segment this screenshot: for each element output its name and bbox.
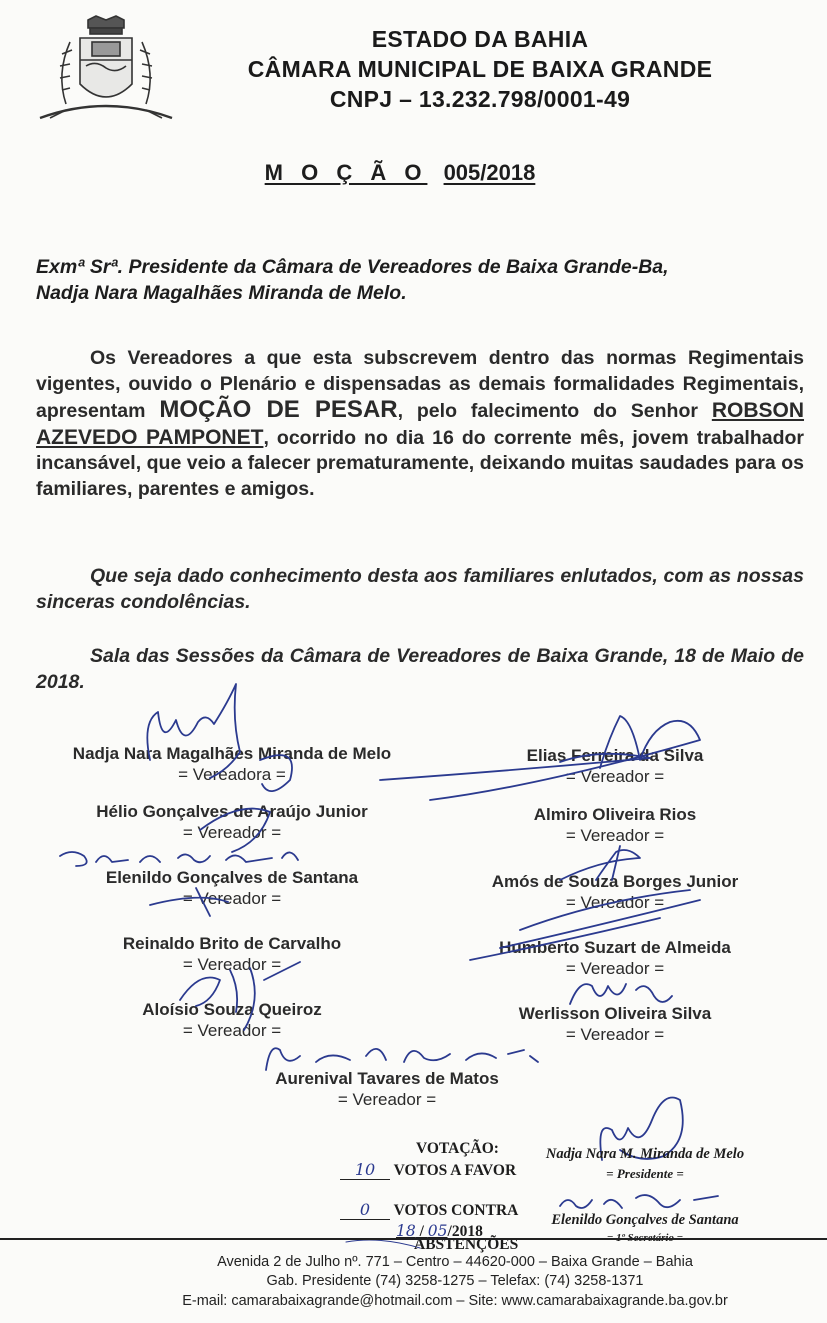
vote-date: 18 / 05/2018 [396, 1222, 483, 1240]
signatory-name: Elenildo Gonçalves de Santana [105, 868, 359, 887]
coat-of-arms-icon [36, 14, 176, 126]
votes-in-favor [340, 1160, 516, 1180]
president-role: = Presidente = [606, 1166, 684, 1181]
secretary-role: = 1º Secretário = [606, 1232, 684, 1244]
signatory-role: = Vereadora = [178, 765, 286, 784]
signatory-role: = Vereador = [565, 767, 665, 786]
p1-text-c: , ocorrido no dia 16 do corrente mês, jovem trabalhador incansável, que veio a falecer prematuramente, deixando muitas saudades para os familiares, parentes e amigos. [36, 426, 805, 500]
p1-text-b: , pelo falecimento do Senhor [397, 400, 712, 422]
addressee-line-2: Nadja Nara Magalhães Miranda de Melo. [36, 282, 407, 304]
motion-title [240, 160, 560, 186]
footer-phones: Gab. Presidente (74) 3258-1275 – Telefax: (74) 3258-1371 [266, 1273, 644, 1289]
voting-heading: VOTAÇÃO: [416, 1140, 499, 1157]
signatory-3 [32, 802, 432, 843]
president-name: Nadja Nara M. Miranda de Melo [545, 1146, 745, 1162]
header-state: ESTADO DA BAHIA [371, 26, 589, 52]
signatory-2 [415, 746, 815, 787]
signatory-name: Hélio Gonçalves de Araújo Junior [96, 802, 368, 821]
signatory-role: = Vereador = [565, 826, 665, 845]
signatory-9 [32, 1000, 432, 1041]
signatory-name: Aurenival Tavares de Matos [275, 1069, 499, 1088]
abstentions-label: ABSTENÇÕES [414, 1236, 519, 1253]
signatory-name: Almiro Oliveira Rios [533, 805, 697, 824]
header-cnpj: CNPJ – 13.232.798/0001-49 [329, 86, 631, 112]
body-paragraph-1 [36, 346, 804, 502]
signatory-4 [415, 805, 815, 846]
date-year: /2018 [447, 1223, 483, 1240]
motion-type: MOÇÃO DE PESAR [159, 396, 398, 423]
signatory-10 [415, 1004, 815, 1045]
signatory-role: = Vereador = [182, 1021, 282, 1040]
secretary-name: Elenildo Gonçalves de Santana [551, 1212, 739, 1228]
signatory-5 [32, 868, 432, 909]
motion-title-prefix: M O Ç Ã O [264, 160, 428, 185]
p1-text-a: Os Vereadores a que esta subscrevem dentro das normas Regimentais vigentes, ouvido o Plenário e dispensadas as demais formalidades Regimentais, apresentam [36, 347, 804, 422]
signatory-role: = Vereador = [182, 955, 282, 974]
date-month: 05 [427, 1222, 448, 1240]
date-day: 18 [396, 1222, 416, 1240]
against-count: 0 [340, 1200, 390, 1220]
signatory-role: = Vereador = [565, 1025, 665, 1044]
motion-number: 005/2018 [443, 160, 536, 185]
signatory-name: Amós de Souza Borges Junior [491, 872, 739, 891]
signatory-role: = Vereador = [182, 823, 282, 842]
signatory-11 [187, 1069, 587, 1110]
header-chamber: CÂMARA MUNICIPAL DE BAIXA GRANDE [247, 56, 713, 82]
signatory-role: = Vereador = [565, 959, 665, 978]
in-favor-count: 10 [340, 1160, 390, 1180]
body-paragraph-2 [36, 564, 804, 615]
signatory-name: Werlisson Oliveira Silva [518, 1004, 712, 1023]
addressee-line-1: Exmª Srª. Presidente da Câmara de Vereadores de Baixa Grande-Ba, [36, 256, 669, 278]
signatory-name: Reinaldo Brito de Carvalho [122, 934, 342, 953]
signatory-role: = Vereador = [182, 889, 282, 908]
signatory-name: Humberto Suzart de Almeida [499, 938, 731, 957]
deceased-name: ROBSON AZEVEDO PAMPONET [36, 399, 805, 449]
signatory-6 [415, 872, 815, 913]
signatory-7 [32, 934, 432, 975]
body-paragraph-3 [36, 644, 804, 695]
in-favor-label: VOTOS A FAVOR [393, 1162, 517, 1179]
signatory-role: = Vereador = [565, 893, 665, 912]
p2-text: Que seja dado conhecimento desta aos familiares enlutados, com as nossas sinceras condolências. [36, 565, 804, 613]
signatory-name: Elias Ferreira da Silva [526, 746, 704, 765]
footer-address: Avenida 2 de Julho nº. 771 – Centro – 44620-000 – Baixa Grande – Bahia [217, 1254, 693, 1270]
signatory-name: Aloísio Souza Queiroz [142, 1000, 322, 1019]
p3-text: Sala das Sessões da Câmara de Vereadores de Baixa Grande, 18 de Maio de 2018. [36, 645, 804, 693]
signatory-name: Nadja Nara Magalhães Miranda de Melo [72, 744, 392, 763]
against-label: VOTOS CONTRA [393, 1202, 519, 1219]
signatory-1 [32, 744, 432, 785]
signatory-8 [415, 938, 815, 979]
footer-contact: E-mail: camarabaixagrande@hotmail.com – Site: www.camarabaixagrande.ba.gov.br [182, 1293, 728, 1309]
votes-against [340, 1200, 518, 1220]
signatory-role: = Vereador = [337, 1090, 437, 1109]
footer-divider [0, 1238, 827, 1240]
